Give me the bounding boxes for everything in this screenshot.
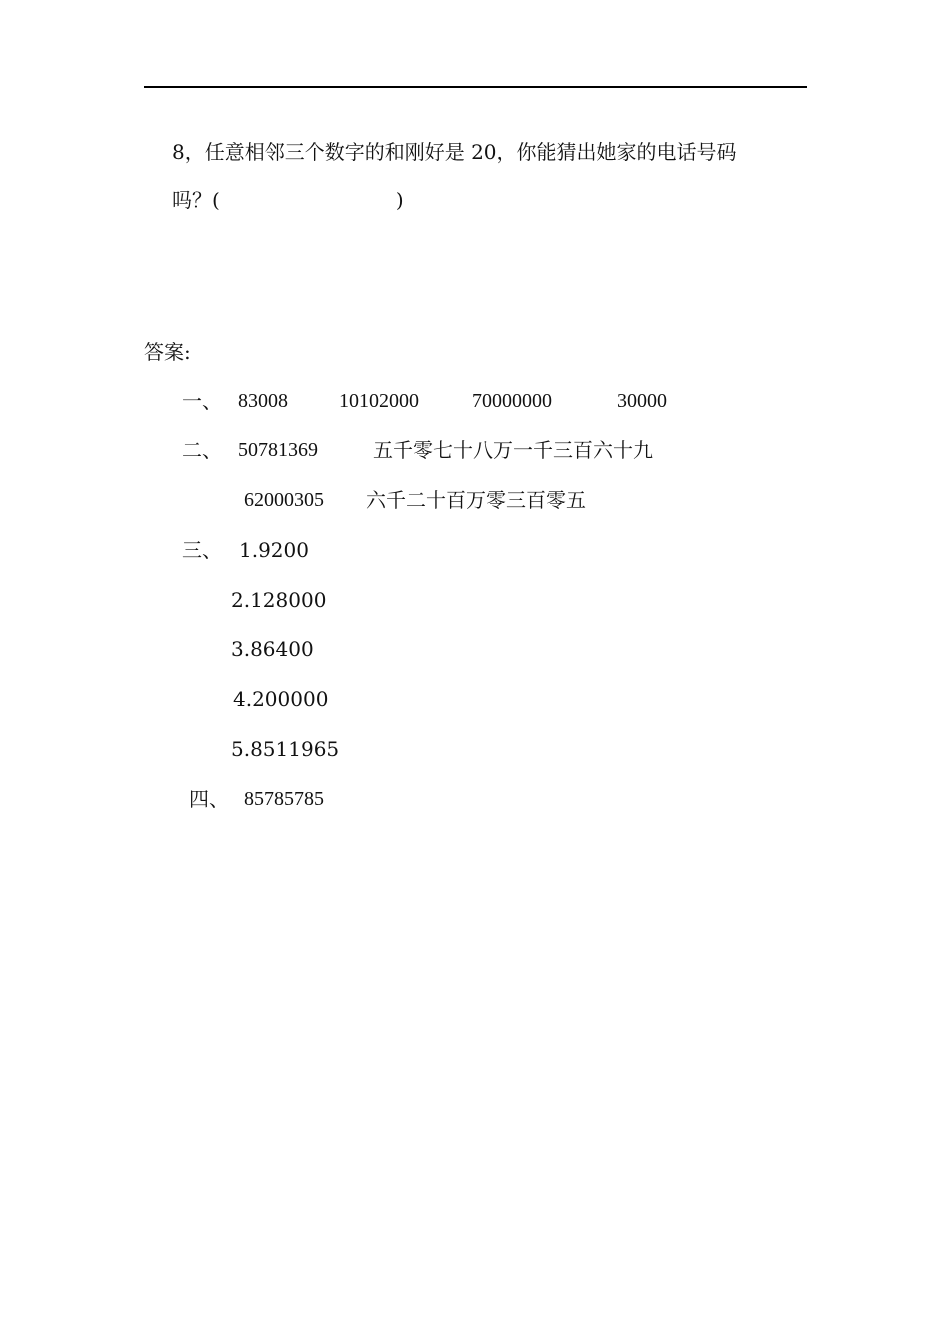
part3-item-5: 5.8511965: [231, 737, 340, 761]
part3-item-4: 4.200000: [233, 687, 329, 711]
part1-value-2: 10102000: [339, 390, 419, 412]
part4-label: 四、: [189, 787, 229, 811]
part2-label: 二、: [182, 438, 222, 462]
part2-number-1: 50781369: [238, 439, 318, 461]
part1-value-3: 70000000: [472, 390, 552, 412]
part3-item-3: 3.86400: [231, 637, 314, 661]
part1-value-4: 30000: [617, 390, 667, 412]
question-line-2-end: ): [395, 188, 404, 212]
question-line-2-start: 吗？(: [172, 188, 220, 212]
part2-number-2: 62000305: [244, 489, 324, 511]
part3-item-1: 1.9200: [239, 538, 309, 562]
answers-heading: 答案:: [144, 340, 191, 364]
question-line-1: 8，任意相邻三个数字的和刚好是 20，你能猜出她家的电话号码: [172, 140, 737, 164]
part3-label: 三、: [182, 538, 222, 562]
part2-words-1: 五千零七十八万一千三百六十九: [373, 438, 653, 462]
part4-value: 85785785: [244, 788, 324, 810]
part3-item-2: 2.128000: [231, 588, 327, 612]
header-rule: [144, 86, 807, 88]
part2-words-2: 六千二十百万零三百零五: [366, 488, 586, 512]
part1-value-1: 83008: [238, 390, 288, 412]
part1-label: 一、: [182, 389, 222, 413]
question-line-2: [172, 188, 404, 212]
